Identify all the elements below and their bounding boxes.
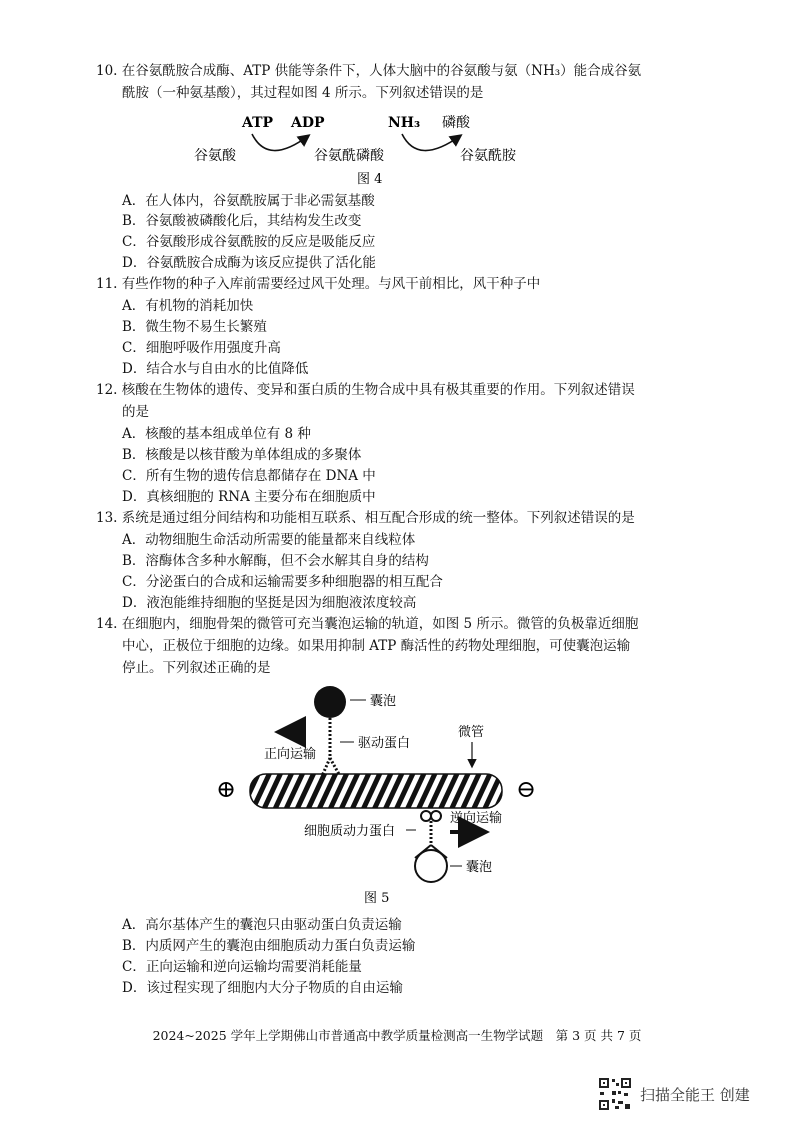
top-vesicle	[314, 686, 346, 718]
q12-option-b: B．核酸是以核苷酸为单体组成的多聚体	[122, 447, 362, 463]
figure-5	[200, 680, 570, 910]
figure-5-caption: 图 5	[364, 891, 390, 906]
bottom-vesicle	[415, 850, 447, 882]
plus-end-icon: ⊕	[216, 775, 237, 803]
q13-option-d: D．液泡能维持细胞的坚挺是因为细胞液浓度较高	[122, 595, 417, 611]
dynein-head-left	[421, 811, 431, 821]
q10-stem-line2: 酰胺（一种氨基酸），其过程如图 4 所示。下列叙述错误的是	[122, 85, 484, 101]
q13-option-b: B．溶酶体含多种水解酶，但不会水解其自身的结构	[122, 553, 429, 569]
q10-option-a: A．在人体内，谷氨酰胺属于非必需氨基酸	[122, 193, 375, 209]
q12-stem-line2: 的是	[122, 404, 149, 420]
atp-label: ATP	[242, 115, 274, 131]
q14-option-c: C．正向运输和逆向运输均需要消耗能量	[122, 959, 362, 975]
dynein-label: 细胞质动力蛋白	[304, 824, 396, 839]
minus-end-icon: ⊖	[516, 775, 537, 803]
q13-option-a: A．动物细胞生命活动所需要的能量都来自线粒体	[122, 532, 416, 548]
q10-option-c: C．谷氨酸形成谷氨酰胺的反应是吸能反应	[122, 234, 376, 250]
arrow-1	[252, 134, 308, 151]
q11-option-c: C．细胞呼吸作用强度升高	[122, 340, 281, 356]
q13-option-c: C．分泌蛋白的合成和运输需要多种细胞器的相互配合	[122, 574, 443, 590]
qr-code-icon	[598, 1077, 632, 1111]
q10-option-d: D．谷氨酰胺合成酶为该反应提供了活化能	[122, 255, 376, 271]
q11-stem-line1: 11. 有些作物的种子入库前需要经过风干处理。与风干前相比，风干种子中	[96, 276, 541, 292]
glutamyl-phosphate-label: 谷氨酰磷酸	[314, 148, 384, 164]
q14-stem-line2: 中心，正极位于细胞的边缘。如果用抑制 ATP 酶活性的药物处理细胞，可使囊泡运输	[122, 638, 631, 654]
glutamine-label: 谷氨酰胺	[460, 148, 516, 164]
scanner-watermark-text: 扫描全能王 创建	[640, 1085, 750, 1104]
q11-option-b: B．微生物不易生长繁殖	[122, 319, 267, 335]
nh3-label: NH₃	[388, 115, 421, 131]
q13-stem-line1: 13. 系统是通过组分间结构和功能相互联系、相互配合形成的统一整体。下列叙述错误的是	[96, 510, 635, 526]
q12-option-a: A．核酸的基本组成单位有 8 种	[122, 426, 311, 442]
figure-4-caption: 图 4	[357, 172, 383, 186]
scanner-watermark	[598, 1077, 750, 1111]
dynein-head-right	[431, 811, 441, 821]
q11-option-a: A．有机物的消耗加快	[122, 298, 254, 314]
q10-stem-line1: 10. 在谷氨酰胺合成酶、ATP 供能等条件下，人体大脑中的谷氨酸与氨（NH₃）能合成谷氨	[96, 63, 642, 79]
q14-option-d: D．该过程实现了细胞内大分子物质的自由运输	[122, 980, 403, 996]
q11-option-d: D．结合水与自由水的比值降低	[122, 361, 309, 377]
kinesin-label: 驱动蛋白	[358, 736, 411, 751]
glutamate-label: 谷氨酸	[194, 148, 236, 164]
page-footer: 2024~2025 学年上学期佛山市普通高中教学质量检测高一生物学试题 第 3 页 共 7 页	[152, 1028, 642, 1043]
q12-stem-line1: 12. 核酸在生物体的遗传、变异和蛋白质的生物合成中具有极其重要的作用。下列叙述错误	[96, 382, 635, 398]
top-vesicle-label: 囊泡	[370, 694, 397, 709]
q14-stem-line1: 14. 在细胞内，细胞骨架的微管可充当囊泡运输的轨道，如图 5 所示。微管的负极靠近细胞	[96, 616, 639, 632]
bottom-vesicle-label: 囊泡	[466, 860, 493, 875]
anterograde-label: 正向运输	[264, 747, 317, 762]
q14-option-b: B．内质网产生的囊泡由细胞质动力蛋白负责运输	[122, 938, 416, 954]
microtubule	[250, 774, 502, 808]
phosphate-label: 磷酸	[442, 115, 470, 131]
arrow-2	[402, 134, 460, 151]
q10-option-b: B．谷氨酸被磷酸化后，其结构发生改变	[122, 213, 362, 229]
q12-option-d: D．真核细胞的 RNA 主要分布在细胞质中	[122, 489, 376, 505]
adp-label: ADP	[291, 115, 325, 131]
figure-4	[180, 108, 560, 186]
q14-option-a: A．高尔基体产生的囊泡只由驱动蛋白负责运输	[122, 917, 402, 933]
q14-stem-line3: 停止。下列叙述正确的是	[122, 660, 271, 676]
retrograde-label: 逆向运输	[450, 811, 503, 826]
q12-option-c: C．所有生物的遗传信息都储存在 DNA 中	[122, 468, 376, 484]
microtubule-label: 微管	[458, 725, 485, 740]
